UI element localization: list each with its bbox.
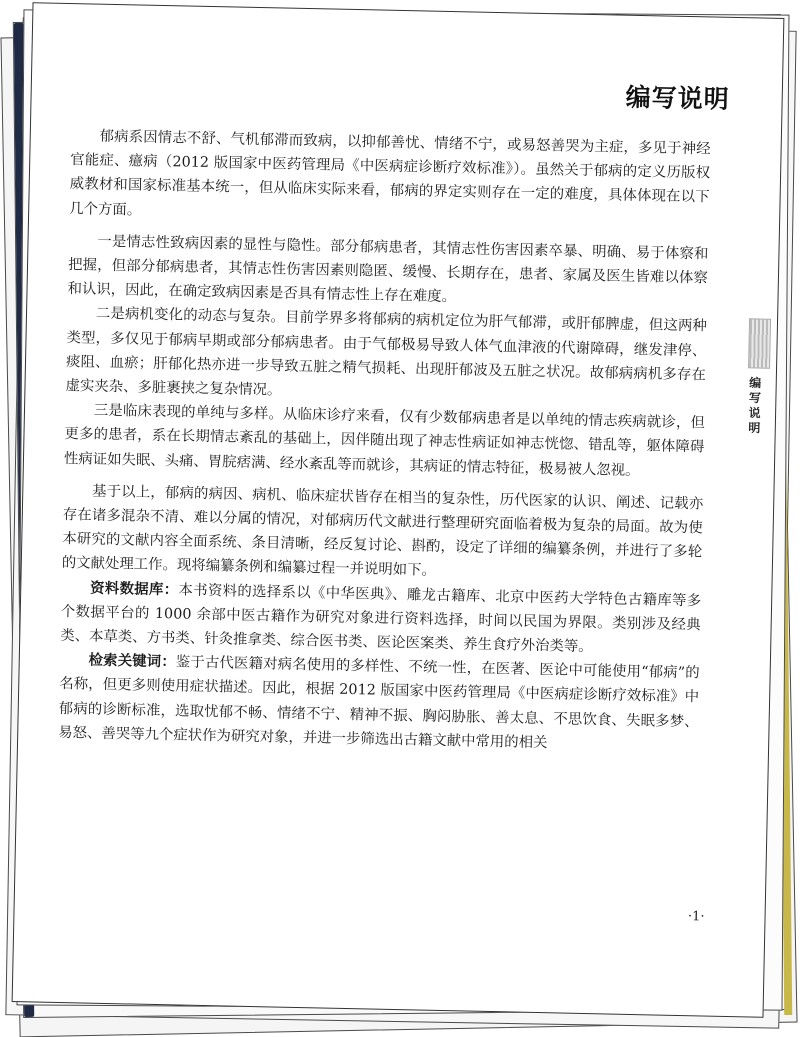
body-text [58,124,711,758]
paragraph: 基于以上，郁病的病因、病机、临床症状皆存在相当的复杂性，历代医家的认识、阐述、记载亦存在诸多混杂不清、难以分属的情况，对郁病历代文献进行整理研究面临着极为复杂的局面。故为使本研究的文献内容全面系统、条目清晰，经反复讨论、斟酌，设定了详细的编纂条例，并进行了多轮的文献处理工作。现将编纂条例和编纂过程一并说明如下。 [61,483,704,580]
paragraph: 郁病系因情志不舒、气机郁滞而致病，以抑郁善忧、情绪不宁，或易怒善哭为主症，多见于神经官能症、癔病（2012 版国家中医药管理局《中医病症诊断疗效标准》）。虽然关于郁病的定义历版权威教材和国家标准基本统一，但从临床实际来看，郁病的界定实则存在一定的难度，具体体现在以下几个方面。 [69,128,711,219]
section-label: 检索关键词： [88,652,177,671]
paragraph: 三是临床表现的单纯与多样。从临床诊疗来看，仅有少数郁病患者是以单纯的情志疾病就诊，但更多的患者，系在长期情志紊乱的基础上，因伴随出现了神志性病证如神志恍惚、错乱等，躯体障碍性病证如失眠、头痛、胃脘痞满、经水紊乱等而就诊，其病证的情志特征，极易被人忽视。 [63,402,706,479]
section-text: 本书资料的选择系以《中华医典》、雕龙古籍库、北京中医药大学特色古籍库等多个数据平台的 1000 余部中医古籍作为研究对象进行资料选择，时间以民国为界限。类别涉及经典类、本草类、方书类、针灸推拿类、综合医书类、医论医案类、养生食疗外治类等。 [60,582,702,656]
paragraph: 一是情志性致病因素的显性与隐性。部分郁病患者，其情志性伤害因素卒暴、明确、易于体察和把握，但部分郁病患者，其情志性伤害因素则隐匿、缓慢、长期存在，患者、家属及医生皆难以体察和认识，因此，在确定致病因素是否具有情志性上存在难度。 [67,233,709,306]
page-title: 编写说明 [625,82,730,114]
section-text: 鉴于古代医籍对病名使用的多样性、不统一性，在医著、医论中可能使用“郁病”的名称，但更多则使用症状描述。因此，根据 2012 版国家中医药管理局《中医病症诊断疗效标准》中郁病的诊断标准，选取忧郁不畅、情绪不宁、精神不振、胸闷胁胀、善太息、不思饮食、失眠多梦、易怒、善哭等九个症状作为研究对象，并进一步筛选出古籍文献中常用的相关 [58,654,700,752]
document-page [12,2,785,1018]
page-number: ·1· [687,909,705,925]
section-paragraph [58,648,700,758]
section-paragraph [60,576,701,662]
section-label: 资料数据库： [89,580,179,599]
paragraph: 二是病机变化的动态与复杂。目前学界多将郁病的病机定位为肝气郁滞，或肝郁脾虚，但这两种类型，多仅见于郁病早期或部分郁病患者。由于气郁极易导致人体气血津液的代谢障碍，继发津停、痰阻、血瘀；肝郁化热亦进一步导致五脏之精气损耗、出现肝郁波及五脏之状况。故郁病病机多存在虚实夹杂、多脏裹挟之复杂情况。 [65,306,708,399]
side-tab-label: 编写说明 [746,376,762,437]
side-tab-marker-image [748,318,771,368]
